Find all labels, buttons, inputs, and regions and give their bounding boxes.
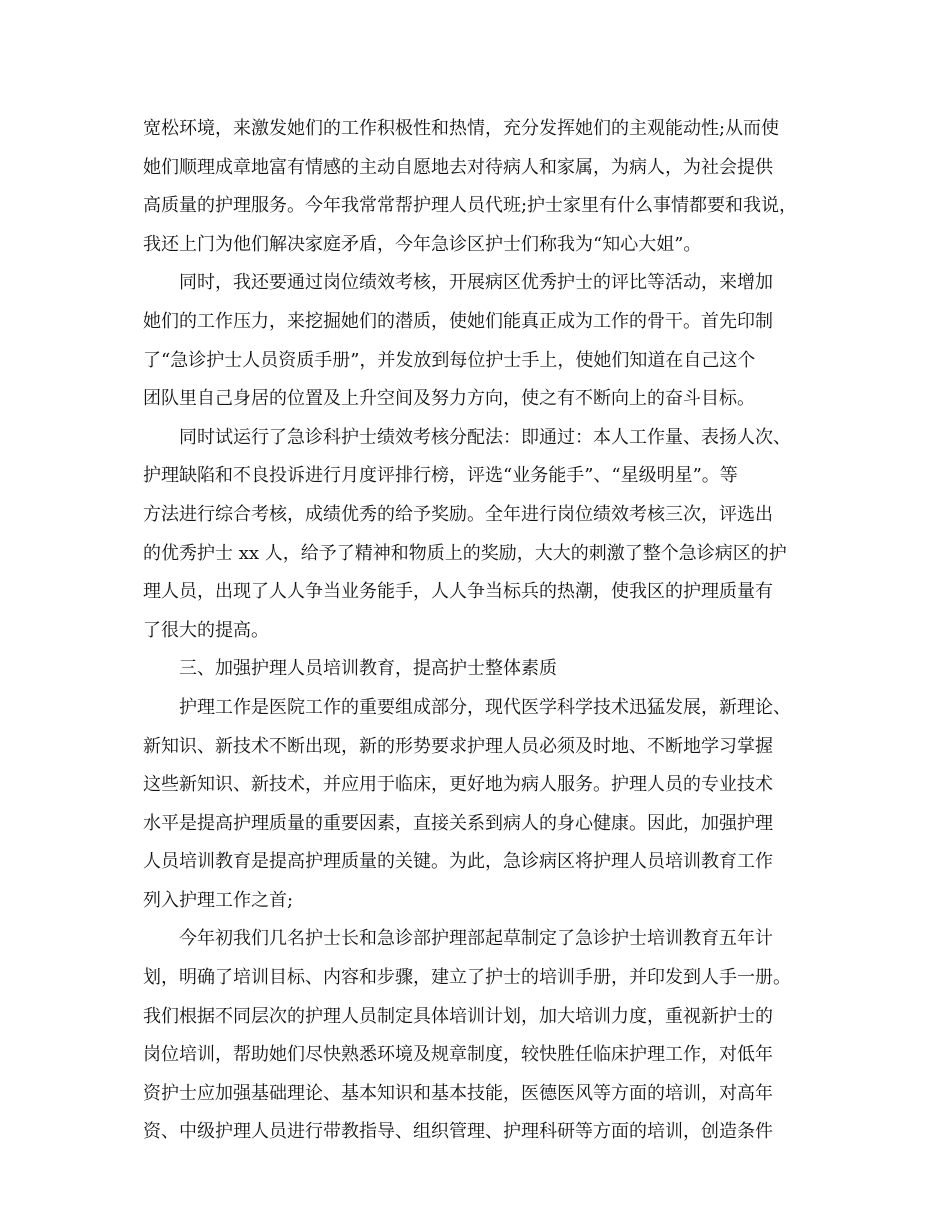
text-line: 这些新知识、新技术，并应用于临床，更好地为病人服务。护理人员的专业技术 <box>143 774 773 796</box>
text-line: 方法进行综合考核，成绩优秀的给予奖励。全年进行岗位绩效考核三次，评选出 <box>143 503 773 525</box>
text-line: 三、加强护理人员培训教育，提高护士整体素质 <box>179 658 557 680</box>
text-line: 资护士应加强基础理论、基本知识和基本技能，医德医风等方面的培训，对高年 <box>143 1082 773 1104</box>
text-line: 同时试运行了急诊科护士绩效考核分配法：即通过：本人工作量、表扬人次、 <box>179 426 791 448</box>
text-line: 护理缺陷和不良投诉进行月度评排行榜，评选“业务能手”、“星级明星”。等 <box>143 465 738 487</box>
text-line: 团队里自己身居的位置及上升空间及努力方向，使之有不断向上的奋斗目标。 <box>143 388 755 410</box>
text-line: 了“急诊护士人员资质手册”，并发放到每位护士手上，使她们知道在自己这个 <box>143 349 756 371</box>
text-line: 资、中级护理人员进行带教指导、组织管理、护理科研等方面的培训，创造条件 <box>143 1121 773 1143</box>
document-body <box>143 110 813 1152</box>
text-line: 我们根据不同层次的护理人员制定具体培训计划，加大培训力度，重视新护士的 <box>143 1005 773 1027</box>
text-line: 理人员，出现了人人争当业务能手，人人争当标兵的热潮，使我区的护理质量有 <box>143 581 773 603</box>
text-line: 水平是提高护理质量的重要因素，直接关系到病人的身心健康。因此，加强护理 <box>143 812 773 834</box>
text-line: 我还上门为他们解决家庭矛盾，今年急诊区护士们称我为“知心大姐”。 <box>143 233 702 255</box>
text-line: 岗位培训，帮助她们尽快熟悉环境及规章制度，较快胜任临床护理工作，对低年 <box>143 1044 773 1066</box>
text-line: 了很大的提高。 <box>143 619 269 641</box>
text-line: 划，明确了培训目标、内容和步骤，建立了护士的培训手册，并印发到人手一册。 <box>143 967 791 989</box>
text-line: 同时，我还要通过岗位绩效考核，开展病区优秀护士的评比等活动，来增加 <box>179 272 773 294</box>
text-line: 列入护理工作之首; <box>143 889 294 911</box>
text-line: 今年初我们几名护士长和急诊部护理部起草制定了急诊护士培训教育五年计 <box>179 928 773 950</box>
text-line: 护理工作是医院工作的重要组成部分，现代医学科学技术迅猛发展，新理论、 <box>179 696 791 718</box>
text-line: 人员培训教育是提高护理质量的关键。为此，急诊病区将护理人员培训教育工作 <box>143 851 773 873</box>
text-line: 高质量的护理服务。今年我常常帮护理人员代班;护士家里有什么事情都要和我说， <box>143 195 798 217</box>
text-line: 宽松环境，来激发她们的工作积极性和热情，充分发挥她们的主观能动性;从而使 <box>143 118 780 139</box>
text-line: 她们顺理成章地富有情感的主动自愿地去对待病人和家属，为病人，为社会提供 <box>143 156 773 178</box>
text-line: 她们的工作压力，来挖掘她们的潜质，使她们能真正成为工作的骨干。首先印制 <box>143 310 773 332</box>
text-line: 的优秀护士 xx 人，给予了精神和物质上的奖励，大大的刺激了整个急诊病区的护 <box>143 542 787 564</box>
text-line: 新知识、新技术不断出现，新的形势要求护理人员必须及时地、不断地学习掌握 <box>143 735 773 757</box>
